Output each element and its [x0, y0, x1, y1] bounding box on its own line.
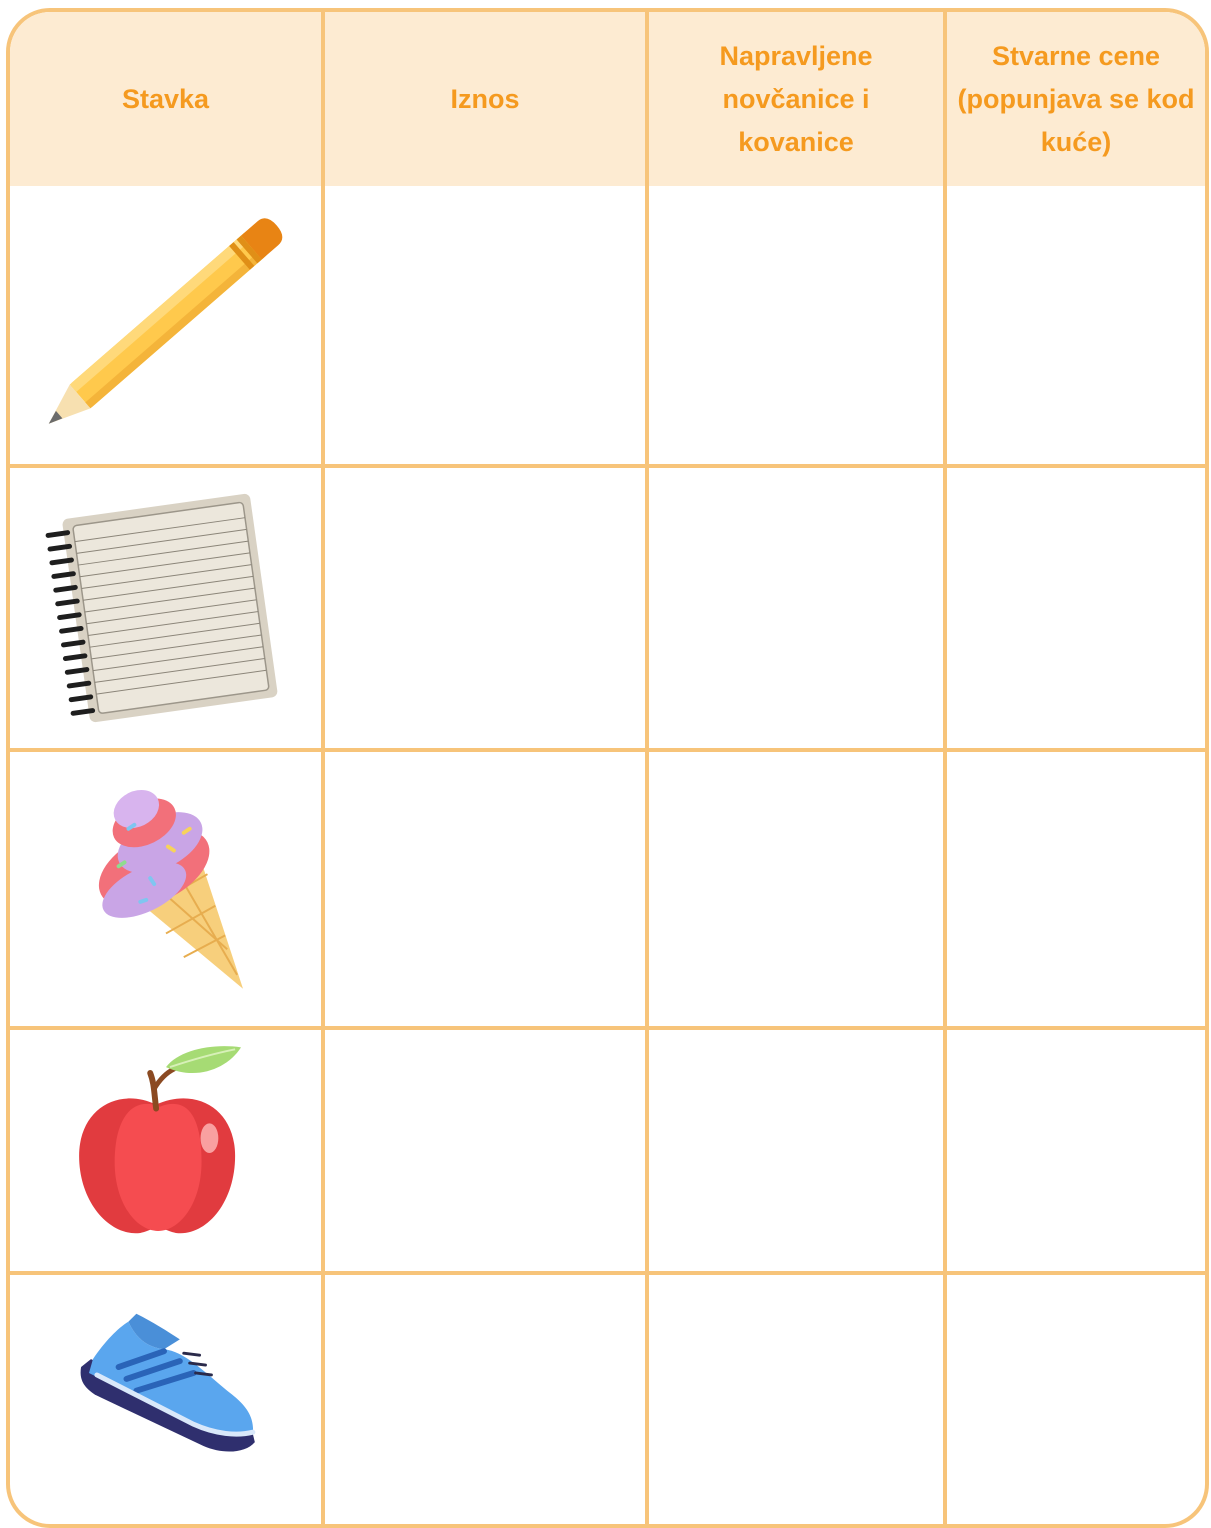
row-1-notes-coins-cell[interactable]: [649, 186, 947, 468]
row-3-amount-cell[interactable]: [325, 752, 649, 1030]
row-1-amount-cell[interactable]: [325, 186, 649, 468]
item-cell-apple: [10, 1030, 325, 1275]
item-cell-notebook: [10, 468, 325, 752]
header-notes-coins: [649, 12, 947, 186]
row-2-actual-prices-cell[interactable]: [947, 468, 1205, 752]
pencil-icon: [10, 184, 321, 466]
header-amount-label: Iznos: [450, 83, 520, 114]
row-5-actual-prices-cell[interactable]: [947, 1275, 1205, 1524]
ice-cream-cone-icon: [10, 750, 321, 1028]
header-item-label: Stavka: [121, 83, 210, 114]
row-4-actual-prices-cell[interactable]: [947, 1030, 1205, 1275]
header-actual-prices: [947, 12, 1205, 186]
apple-icon: [10, 1028, 321, 1273]
header-item: [10, 12, 325, 186]
item-cell-sneaker: [10, 1275, 325, 1524]
row-3-actual-prices-cell[interactable]: [947, 752, 1205, 1030]
row-4-amount-cell[interactable]: [325, 1030, 649, 1275]
notebook-icon: [10, 466, 321, 750]
row-2-notes-coins-cell[interactable]: [649, 468, 947, 752]
row-1-actual-prices-cell[interactable]: [947, 186, 1205, 468]
header-notes-coins-label: Napravljene novčanice i kovanice: [719, 40, 873, 157]
row-4-notes-coins-cell[interactable]: [649, 1030, 947, 1275]
item-cell-ice-cream: [10, 752, 325, 1030]
row-3-notes-coins-cell[interactable]: [649, 752, 947, 1030]
header-actual-prices-label: Stvarne cene (popunjava se kod kuće): [957, 40, 1195, 157]
sneaker-icon: [10, 1275, 321, 1465]
row-5-amount-cell[interactable]: [325, 1275, 649, 1524]
row-5-notes-coins-cell[interactable]: [649, 1275, 947, 1524]
item-cell-pencil: [10, 186, 325, 468]
worksheet-table: [6, 8, 1209, 1528]
row-2-amount-cell[interactable]: [325, 468, 649, 752]
header-amount: [325, 12, 649, 186]
